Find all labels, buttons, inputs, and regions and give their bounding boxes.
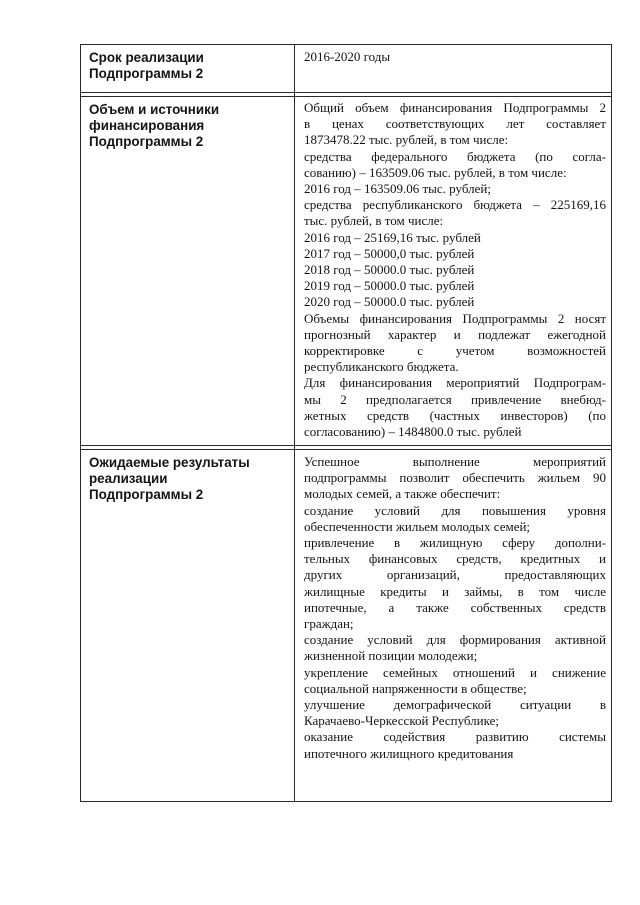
text-line: корректировке с учетом возможностей	[304, 343, 606, 359]
row-label-period	[89, 50, 285, 82]
text-line: 2016 год – 163509.06 тыс. рублей;	[304, 181, 491, 197]
text-line: 2020 год – 50000.0 тыс. рублей	[304, 294, 475, 310]
text-line: Общий объем финансирования Подпрограммы 2	[304, 100, 606, 115]
text-line: жетных средств (частных инвесторов) (по	[304, 407, 606, 423]
row-divider	[81, 449, 611, 450]
text-line: укрепление семейных отношений и снижение	[304, 664, 606, 680]
row-value-period	[304, 49, 606, 65]
text-line: жизненной позиции молодежи;	[304, 648, 478, 664]
text-line: в ценах соответствующих лет составляет	[304, 116, 606, 132]
text-line: привлечение в жилищную сферу дополни-	[304, 535, 606, 551]
text-line: социальной напряженности в обществе;	[304, 680, 527, 696]
row-label-funding	[89, 102, 285, 150]
text-line: Успешное выполнение мероприятий	[304, 454, 606, 469]
text-line: прогнозный характер и подлежат ежегодной	[304, 326, 606, 342]
text-line: сованию) – 163509.06 тыс. рублей, в том числе:	[304, 164, 567, 180]
text-line: улучшение демографической ситуации в	[304, 697, 606, 713]
text-line: обеспеченности жильем молодых семей;	[304, 518, 531, 534]
text-line: мы 2 предполагается привлечение внебюд-	[304, 391, 606, 407]
text-line: республиканского бюджета.	[304, 359, 459, 375]
text-line: молодых семей, а также обеспечит:	[304, 486, 501, 502]
row-value-funding	[304, 100, 606, 440]
text-line: создание условий для повышения уровня	[304, 502, 606, 518]
text-line: 2016 год – 25169,16 тыс. рублей	[304, 229, 481, 245]
text-line: 2019 год – 50000.0 тыс. рублей	[304, 278, 475, 294]
text-line: подпрограммы позволит обеспечить жильем 90	[304, 470, 606, 486]
text-line: оказание содействия развитию системы	[304, 729, 606, 745]
text-line: Для финансирования мероприятий Подпрограм-	[304, 375, 606, 391]
text-line: тыс. рублей, в том числе:	[304, 213, 444, 229]
row-label-results	[89, 455, 285, 503]
text-line: средства республиканского бюджета – 225169,16	[304, 197, 606, 213]
text-line: 2018 год – 50000.0 тыс. рублей	[304, 262, 475, 278]
text-line: средства федерального бюджета (по согла-	[304, 148, 606, 164]
text-line: 2016-2020 годы	[304, 49, 391, 64]
row-value-results	[304, 454, 606, 762]
text-line: Объемы финансирования Подпрограммы 2 носят	[304, 310, 606, 326]
text-line: согласованию) – 1484800.0 тыс. рублей	[304, 424, 522, 440]
label-line: Ожидаемые результаты реализации Подпрограммы 2	[89, 455, 250, 502]
row-divider	[81, 445, 611, 446]
column-divider	[294, 45, 295, 801]
row-divider	[81, 96, 611, 97]
text-line: жилищные кредиты и займы, в том числе	[304, 583, 606, 599]
text-line: ипотечные, а также собственных средств	[304, 599, 606, 615]
passport-table	[80, 44, 612, 802]
row-divider	[81, 92, 611, 93]
text-line: тельных финансовых средств, кредитных и	[304, 551, 606, 567]
label-line: Срок реализации Подпрограммы 2	[89, 50, 204, 81]
text-line: создание условий для формирования активной	[304, 632, 606, 648]
text-line: Карачаево-Черкесской Республике;	[304, 713, 499, 729]
text-line: 1873478.22 тыс. рублей, в том числе:	[304, 132, 509, 148]
text-line: ипотечного жилищного кредитования	[304, 745, 514, 761]
text-line: других организаций, предоставляющих	[304, 567, 606, 583]
text-line: граждан;	[304, 616, 354, 632]
text-line: 2017 год – 50000,0 тыс. рублей	[304, 245, 475, 261]
label-line: Объем и источники финансирования Подпрограммы 2	[89, 102, 220, 149]
